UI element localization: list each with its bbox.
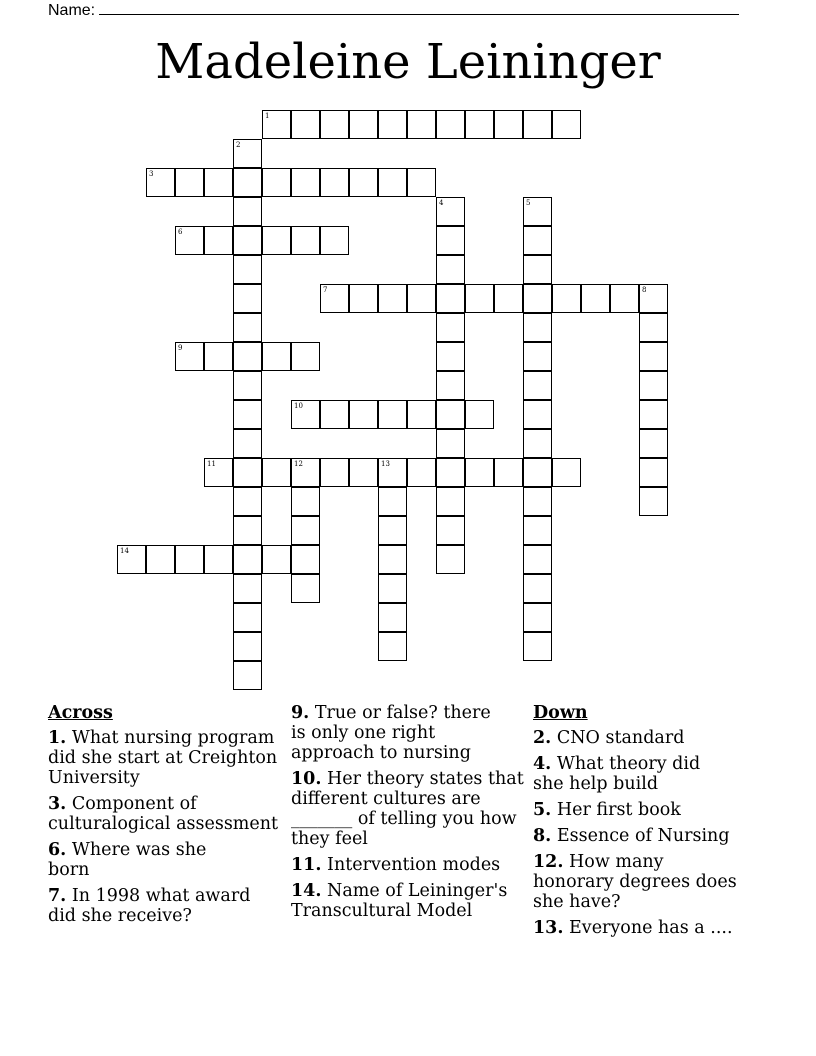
grid-cell[interactable] [523,545,552,574]
grid-cell[interactable] [233,168,262,197]
clue-across-6 [48,840,223,880]
grid-cell[interactable] [233,139,262,168]
cell-number: 11 [207,460,216,468]
grid-cell[interactable] [349,284,378,313]
grid-cell[interactable] [581,284,610,313]
cell-number: 4 [439,199,444,207]
grid-cell[interactable] [320,110,349,139]
grid-cell[interactable] [233,632,262,661]
grid-cell[interactable] [204,168,233,197]
grid-cell[interactable] [291,342,320,371]
grid-cell[interactable] [233,197,262,226]
grid-cell[interactable] [436,487,465,516]
clue-across-7 [48,886,283,926]
grid-cell[interactable] [523,632,552,661]
grid-cell[interactable] [233,487,262,516]
name-label: Name: [48,2,96,19]
puzzle-title: Madeleine Leininger [155,34,661,90]
clue-down-8 [533,826,748,846]
clue-text: CNO standard [556,728,685,748]
grid-cell[interactable] [117,545,146,574]
clue-across-9 [291,703,501,763]
grid-cell[interactable] [291,574,320,603]
clue-text: Component of culturalogical assessment [48,794,279,834]
grid-cell[interactable] [204,226,233,255]
clue-number: 6. [48,840,67,860]
cell-number: 10 [294,402,303,410]
grid-cell[interactable] [233,226,262,255]
clue-number: 14. [291,881,322,901]
grid-cell[interactable] [552,110,581,139]
grid-cell[interactable] [204,458,233,487]
grid-cell[interactable] [378,400,407,429]
grid-cell[interactable] [639,400,668,429]
grid-cell[interactable] [378,168,407,197]
grid-cell[interactable] [436,516,465,545]
clue-across-3 [48,794,283,834]
grid-cell[interactable] [204,545,233,574]
grid-cell[interactable] [465,284,494,313]
grid-cell[interactable] [523,342,552,371]
grid-cell[interactable] [436,458,465,487]
grid-cell[interactable] [233,516,262,545]
grid-cell[interactable] [291,110,320,139]
grid-cell[interactable] [175,226,204,255]
cell-number: 3 [149,170,154,178]
grid-cell[interactable] [262,458,291,487]
grid-cell[interactable] [378,487,407,516]
grid-cell[interactable] [378,284,407,313]
grid-cell[interactable] [320,284,349,313]
clue-number: 4. [533,754,552,774]
grid-cell[interactable] [523,429,552,458]
grid-cell[interactable] [407,458,436,487]
grid-cell[interactable] [262,545,291,574]
grid-cell[interactable] [436,197,465,226]
cell-number: 7 [323,286,328,294]
grid-cell[interactable] [233,313,262,342]
grid-cell[interactable] [436,110,465,139]
grid-cell[interactable] [233,574,262,603]
grid-cell[interactable] [320,458,349,487]
cell-number: 8 [642,286,647,294]
grid-cell[interactable] [233,545,262,574]
grid-cell[interactable] [407,110,436,139]
clue-number: 7. [48,886,67,906]
grid-cell[interactable] [523,371,552,400]
grid-cell[interactable] [610,284,639,313]
grid-cell[interactable] [349,458,378,487]
cell-number: 13 [381,460,390,468]
cell-number: 2 [236,141,241,149]
clue-number: 12. [533,852,564,872]
grid-cell[interactable] [233,429,262,458]
grid-cell[interactable] [262,226,291,255]
grid-cell[interactable] [436,342,465,371]
grid-cell[interactable] [349,400,378,429]
cell-number: 1 [265,112,270,120]
grid-cell[interactable] [639,371,668,400]
grid-cell[interactable] [233,342,262,371]
across-heading: Across [48,703,113,723]
grid-cell[interactable] [291,168,320,197]
grid-cell[interactable] [465,458,494,487]
cell-number: 12 [294,460,303,468]
clue-text: What nursing program did she start at Creighton University [48,728,278,788]
grid-cell[interactable] [436,429,465,458]
clue-text: How many honorary degrees does she have? [533,852,737,912]
grid-cell[interactable] [291,487,320,516]
clue-text: Intervention modes [327,855,501,875]
grid-cell[interactable] [523,197,552,226]
clue-column-3 [533,703,748,944]
grid-cell[interactable] [378,110,407,139]
down-heading: Down [533,703,588,723]
clue-number: 8. [533,826,552,846]
clue-across-1 [48,728,283,788]
clue-number: 5. [533,800,552,820]
grid-cell[interactable] [639,458,668,487]
clue-number: 1. [48,728,67,748]
clue-text: Her first book [556,800,681,820]
grid-cell[interactable] [436,545,465,574]
grid-cell[interactable] [233,284,262,313]
grid-cell[interactable] [436,371,465,400]
clue-down-13 [533,918,748,938]
grid-cell[interactable] [378,458,407,487]
clue-number: 9. [291,703,310,723]
clue-number: 2. [533,728,552,748]
grid-cell[interactable] [494,110,523,139]
grid-cell[interactable] [639,429,668,458]
grid-cell[interactable] [552,284,581,313]
grid-cell[interactable] [523,458,552,487]
cell-number: 5 [526,199,531,207]
grid-cell[interactable] [639,284,668,313]
grid-cell[interactable] [639,342,668,371]
clue-column-2 [291,703,527,927]
grid-cell[interactable] [523,284,552,313]
clue-column-1 [48,703,283,932]
clue-across-14 [291,881,527,921]
grid-cell[interactable] [262,110,291,139]
grid-cell[interactable] [378,603,407,632]
clue-number: 3. [48,794,67,814]
grid-cell[interactable] [465,400,494,429]
grid-cell[interactable] [523,487,552,516]
grid-cell[interactable] [523,603,552,632]
grid-cell[interactable] [436,313,465,342]
grid-cell[interactable] [523,516,552,545]
grid-cell[interactable] [320,226,349,255]
clue-text: Where was she born [48,840,207,880]
clue-down-5 [533,800,748,820]
grid-cell[interactable] [465,110,494,139]
clue-text: In 1998 what award did she receive? [48,886,251,926]
clue-down-4 [533,754,718,794]
grid-cell[interactable] [146,545,175,574]
grid-cell[interactable] [639,313,668,342]
clue-text: Name of Leininger's Transcultural Model [291,881,508,921]
grid-cell[interactable] [233,371,262,400]
grid-cell[interactable] [436,226,465,255]
grid-cell[interactable] [175,342,204,371]
grid-cell[interactable] [436,284,465,313]
grid-cell[interactable] [320,168,349,197]
grid-cell[interactable] [291,458,320,487]
clue-text: Her theory states that different cultures are _______ of telling you how they feel [291,769,524,849]
grid-cell[interactable] [523,313,552,342]
cell-number: 6 [178,228,183,236]
clue-down-12 [533,852,748,912]
grid-cell[interactable] [436,400,465,429]
grid-cell[interactable] [291,545,320,574]
grid-cell[interactable] [523,226,552,255]
grid-cell[interactable] [233,255,262,284]
cell-number: 9 [178,344,183,352]
grid-cell[interactable] [378,574,407,603]
grid-cell[interactable] [639,487,668,516]
clue-number: 11. [291,855,322,875]
grid-cell[interactable] [523,255,552,284]
cell-number: 14 [120,547,129,555]
grid-cell[interactable] [175,545,204,574]
clue-down-2 [533,728,748,748]
grid-cell[interactable] [262,168,291,197]
grid-cell[interactable] [291,400,320,429]
clue-text: What theory did she help build [533,754,701,794]
grid-cell[interactable] [523,400,552,429]
clue-number: 10. [291,769,322,789]
grid-cell[interactable] [436,255,465,284]
grid-cell[interactable] [349,110,378,139]
grid-cell[interactable] [523,110,552,139]
grid-cell[interactable] [262,342,291,371]
grid-cell[interactable] [349,168,378,197]
grid-cell[interactable] [175,168,204,197]
grid-cell[interactable] [494,458,523,487]
grid-cell[interactable] [494,284,523,313]
clue-text: True or false? there is only one right approach to nursing [291,703,491,763]
grid-cell[interactable] [523,574,552,603]
grid-cell[interactable] [233,400,262,429]
clue-across-10 [291,769,527,849]
grid-cell[interactable] [407,400,436,429]
grid-cell[interactable] [320,400,349,429]
grid-cell[interactable] [291,516,320,545]
grid-cell[interactable] [233,458,262,487]
grid-cell[interactable] [378,632,407,661]
clue-across-11 [291,855,527,875]
grid-cell[interactable] [407,284,436,313]
grid-cell[interactable] [407,168,436,197]
clue-number: 13. [533,918,564,938]
grid-cell[interactable] [233,661,262,690]
grid-cell[interactable] [233,603,262,632]
grid-cell[interactable] [552,458,581,487]
clue-text: Essence of Nursing [556,826,730,846]
clue-text: Everyone has a .... [569,918,733,938]
grid-cell[interactable] [291,226,320,255]
grid-cell[interactable] [378,545,407,574]
grid-cell[interactable] [378,516,407,545]
grid-cell[interactable] [146,168,175,197]
grid-cell[interactable] [204,342,233,371]
